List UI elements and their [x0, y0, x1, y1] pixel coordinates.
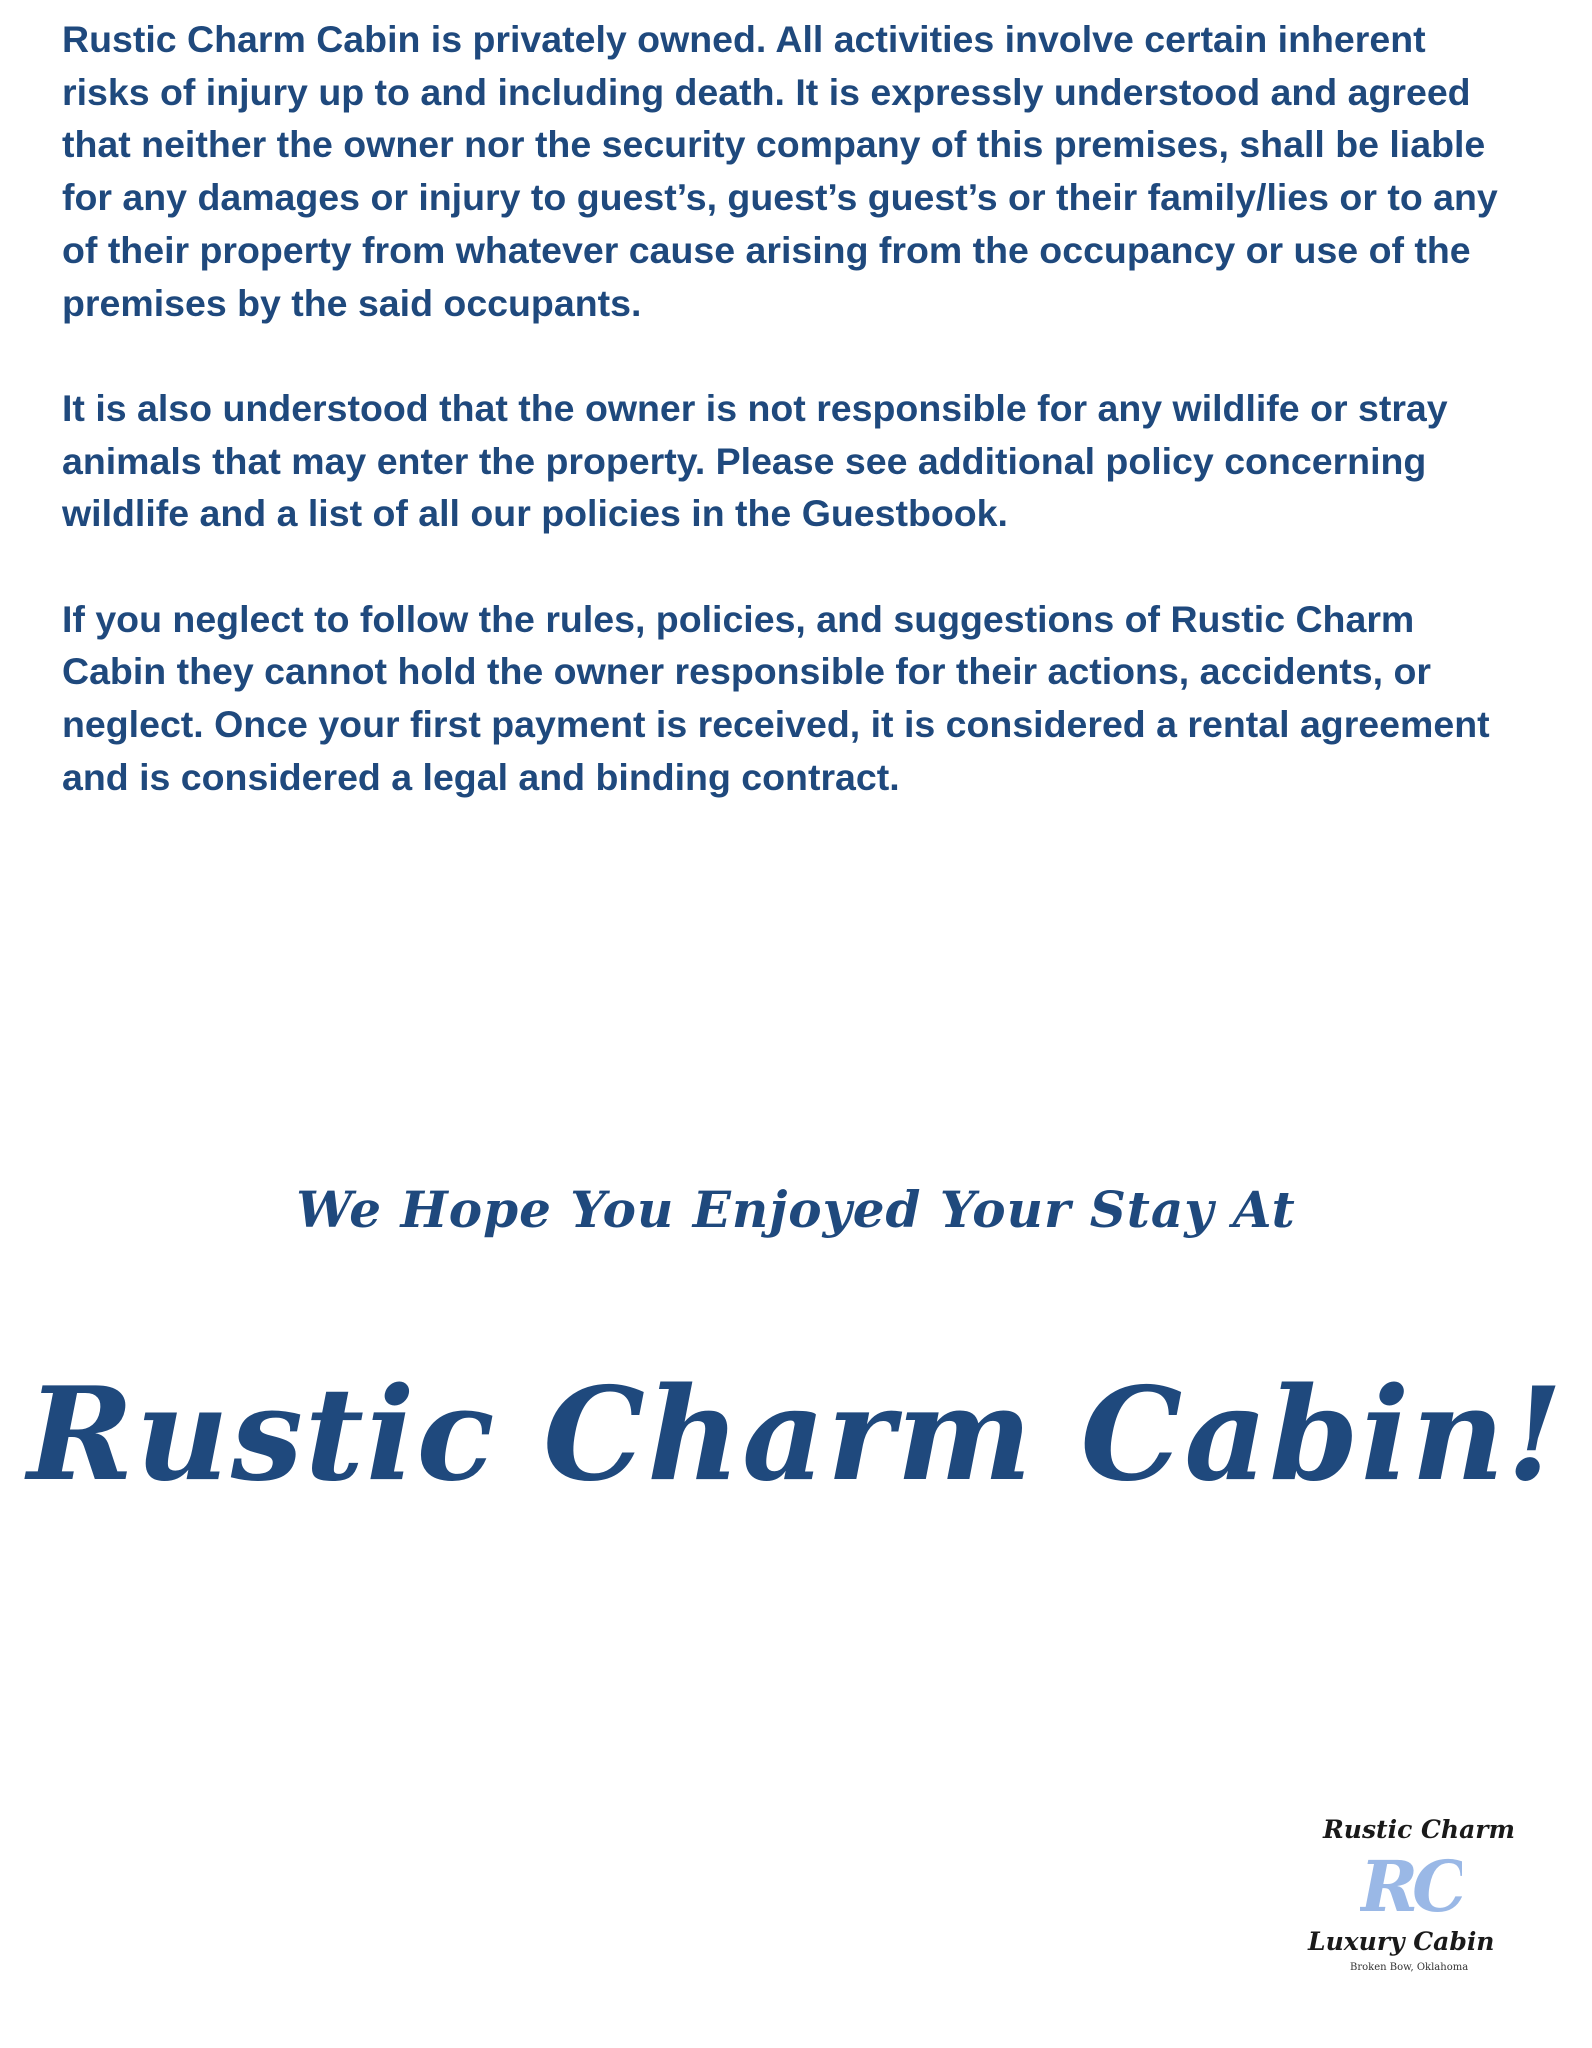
disclaimer-text	[62, 13, 1562, 856]
text-line: wildlife and a list of all our policies in the Guestbook.	[62, 492, 1008, 535]
closing-greeting: We Hope You Enjoyed Your Stay At	[296, 1180, 1296, 1239]
text-line: for any damages or injury to guest’s, guest’s guest’s or their family/lies or to any	[62, 176, 1498, 219]
brand-logo	[1300, 1815, 1540, 1985]
text-line: and is considered a legal and binding contract.	[62, 755, 900, 798]
text-line: animals that may enter the property. Please see additional policy concerning	[62, 439, 1427, 482]
closing-title: Rustic Charm Cabin!	[27, 1360, 1565, 1510]
text-line: of their property from whatever cause arising from the occupancy or use of the	[62, 228, 1471, 271]
text-line: It is also understood that the owner is not responsible for any wildlife or stray	[62, 386, 1448, 429]
text-line: Cabin they cannot hold the owner responsible for their actions, accidents, or	[62, 650, 1431, 693]
text-line: Rustic Charm Cabin is privately owned. All activities involve certain inherent	[62, 18, 1426, 60]
paragraph-rental-agreement	[62, 593, 1562, 804]
logo-location: Broken Bow, Oklahoma	[1350, 1962, 1469, 1973]
logo-bottom-text: Luxury Cabin	[1308, 1927, 1495, 1956]
text-line: that neither the owner nor the security company of this premises, shall be liable	[62, 123, 1486, 166]
paragraph-liability	[62, 13, 1562, 329]
paragraph-wildlife	[62, 382, 1562, 540]
logo-monogram: RC	[1360, 1849, 1462, 1925]
text-line: If you neglect to follow the rules, policies, and suggestions of Rustic Charm	[62, 597, 1415, 640]
text-line: premises by the said occupants.	[62, 281, 642, 324]
text-line: risks of injury up to and including death. It is expressly understood and agreed	[62, 70, 1471, 113]
logo-top-text: Rustic Charm	[1323, 1815, 1515, 1844]
text-line: neglect. Once your first payment is received, it is considered a rental agreement	[62, 703, 1490, 746]
